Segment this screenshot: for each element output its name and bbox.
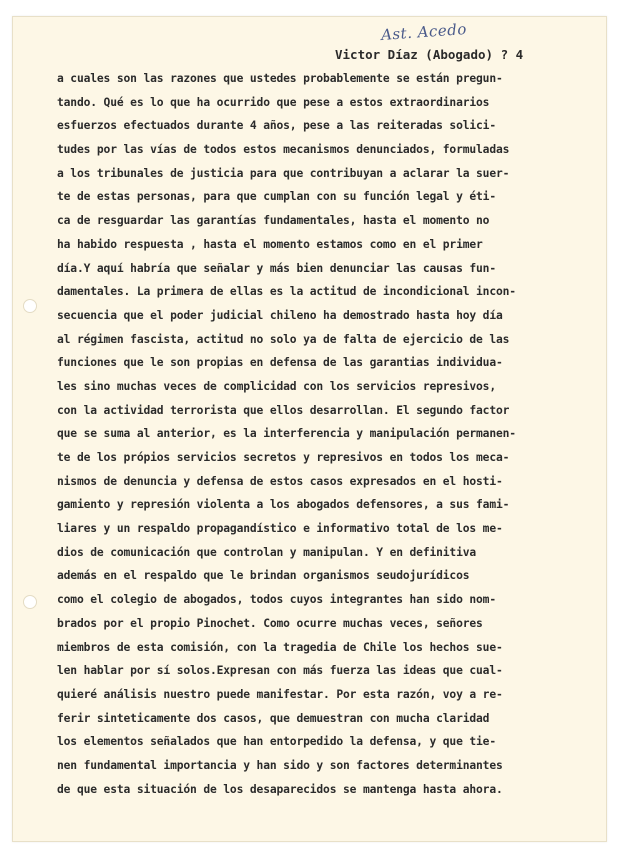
page-header: Victor Díaz (Abogado) ? 4 [335,47,524,62]
text-line: damentales. La primera de ellas es la actitud de incondicional incon- [57,285,516,299]
text-line: miembros de esta comisión, con la tragedia de Chile los hechos sue- [57,640,503,654]
text-line: ferir sinteticamente dos casos, que demuestran con mucha claridad [57,711,490,725]
text-line: les sino muchas veces de complicidad con los servicios represivos, [57,379,496,393]
text-line: te de los própios servicios secretos y represivos en todos los meca- [57,451,510,464]
text-line: tando. Qué es lo que ha ocurrido que pese a estos extraordinarios [57,95,490,109]
text-line: al régimen fascista, actitud no solo ya de falta de ejercicio de las [57,332,510,346]
text-line: como el colegio de abogados, todos cuyos integrantes han sido nom- [57,593,496,607]
text-line: nismos de denuncia y defensa de estos casos expresados en el hosti- [57,474,503,488]
document-page [12,16,607,842]
text-line: gamiento y represión violenta a los abogados defensores, a sus fami- [57,498,510,512]
text-line: con la actividad terrorista que ellos desarrollan. El segundo factor [57,403,510,417]
text-line: funciones que le son propias en defensa de las garantias individua- [57,356,503,370]
text-line: quieré análisis nuestro puede manifestar. Por esta razón, voy a re- [57,687,503,701]
text-line: los elementos señalados que han entorpedido la defensa, y que tie- [57,735,496,749]
text-line: secuencia que el poder judicial chileno ha demostrado hasta hoy día [57,308,503,322]
text-line: te de estas personas, para que cumplan con su función legal y éti- [57,190,496,204]
text-line: a los tribunales de justicia para que contribuyan a aclarar la suer- [57,166,510,180]
text-line: tudes por las vías de todos estos mecanismos denunciados, formuladas [57,143,510,157]
text-line: brados por el propio Pinochet. Como ocurre muchas veces, señores [57,616,483,630]
text-line: nen fundamental importancia y han sido y son factores determinantes [57,758,503,772]
punch-hole [23,595,37,609]
text-line: a cuales son las razones que ustedes probablemente se están pregun- [57,72,503,85]
text-line: ca de resguardar las garantías fundamentales, hasta el momento no [57,214,490,228]
text-line: len hablar por sí solos.Expresan con más fuerza las ideas que cual- [57,664,503,678]
punch-hole [23,299,37,313]
text-line: esfuerzos efectuados durante 4 años, pese a las reiteradas solici- [57,119,496,133]
text-line: que se suma al anterior, es la interferencia y manipulación permanen- [57,427,516,441]
handwritten-annotation: Ast. Acedo [380,20,468,44]
text-line: dios de comunicación que controlan y manipulan. Y en definitiva [57,545,477,559]
text-line: liares y un respaldo propagandístico e informativo total de los me- [57,522,503,536]
text-line: de que esta situación de los desaparecidos se mantenga hasta ahora. [57,782,503,796]
body-text [57,67,597,801]
text-line: ha habido respuesta , hasta el momento estamos como en el primer [57,237,483,251]
text-line: día.Y aquí habría que señalar y más bien denunciar las causas fun- [57,261,496,275]
text-line: además en el respaldo que le brindan organismos seudojurídicos [57,569,470,583]
